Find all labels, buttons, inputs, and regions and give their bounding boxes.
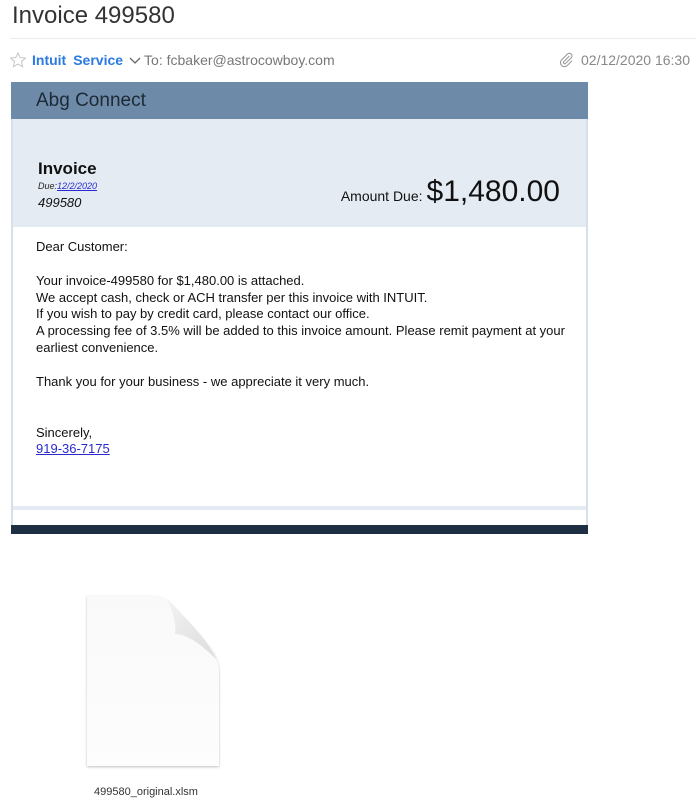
invoice-title: Invoice <box>38 159 97 178</box>
invoice-number: 499580 <box>38 195 82 210</box>
meta-right <box>558 52 690 68</box>
paperclip-icon <box>558 52 574 68</box>
message-line: Your invoice-499580 for $1,480.00 is attached. <box>36 272 305 288</box>
due-line <box>38 181 97 191</box>
amount-value: $1,480.00 <box>426 175 560 208</box>
amount-due <box>341 175 560 209</box>
due-date-link[interactable]: 12/2/2020 <box>57 181 98 191</box>
invoice-summary <box>13 119 586 227</box>
amount-label: Amount Due: <box>340 188 423 204</box>
star-icon[interactable] <box>9 51 27 69</box>
card-divider <box>13 506 586 510</box>
brand-name: Abg Connect <box>36 90 146 111</box>
recipient: To: fcbaker@astrocowboy.com <box>144 52 335 68</box>
email-subject: Invoice 499580 <box>12 2 175 29</box>
document-icon <box>71 590 221 770</box>
thanks-line: Thank you for your business - we appreciate it very much. <box>36 373 370 389</box>
invoice-card <box>11 82 588 534</box>
due-label: Due: <box>38 181 58 191</box>
attachment-tile[interactable] <box>56 590 236 798</box>
phone-link[interactable]: 919-36-7175 <box>36 441 110 457</box>
message-line: We accept cash, check or ACH transfer per this invoice with INTUIT. <box>36 289 428 305</box>
sender-first-name: Intuit <box>32 52 67 68</box>
header-divider <box>10 38 696 39</box>
attachment-filename: 499580_original.xlsm <box>94 786 198 798</box>
message-line: A processing fee of 3.5% will be added to this invoice amount. Please remit payment at your earliest convenience. <box>36 323 565 355</box>
card-footer-bar <box>11 525 588 534</box>
signoff: Sincerely, <box>36 424 93 440</box>
sender-name[interactable] <box>32 52 123 68</box>
email-meta-row <box>9 48 690 72</box>
chevron-down-icon[interactable] <box>129 55 141 65</box>
card-header <box>11 82 588 119</box>
message-body <box>36 239 566 458</box>
greeting: Dear Customer: <box>36 239 128 254</box>
email-date: 02/12/2020 16:30 <box>581 52 690 68</box>
sender-last-name: Service <box>73 52 124 68</box>
message-line: If you wish to pay by credit card, please contact our office. <box>36 306 370 322</box>
